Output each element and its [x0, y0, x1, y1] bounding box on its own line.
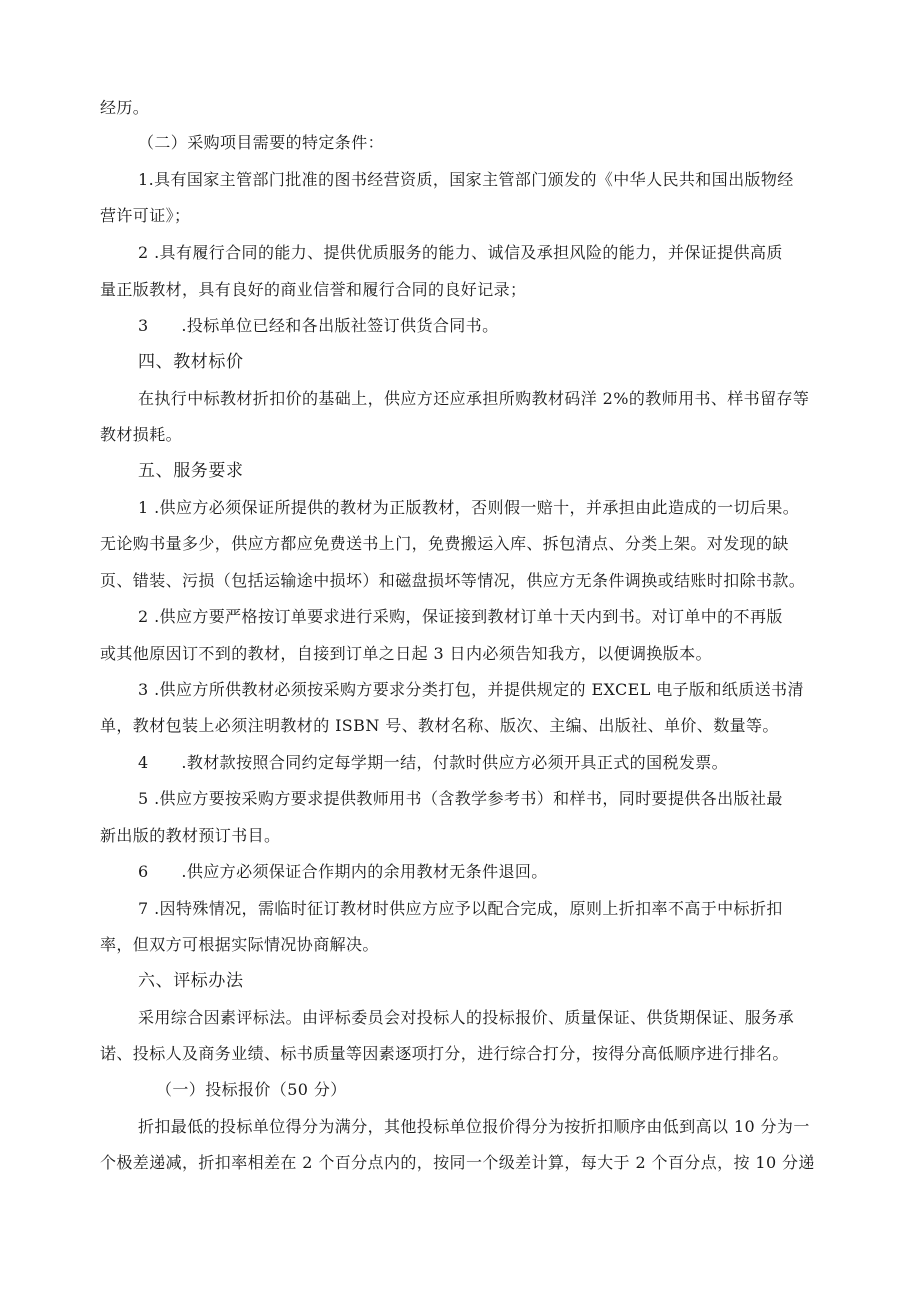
section-heading: 四、教材标价: [138, 352, 244, 372]
text-line: 个极差递减，折扣率相差在 2 个百分点内的，按同一个级差计算，每大于 2 个百分点，按 10 分递: [100, 1153, 815, 1172]
text-line: 页、错装、污损（包括运输途中损坏）和磁盘损坏等情况，供应方无条件调换或结账时扣除书款。: [100, 571, 806, 590]
text-line: 量正版教材，具有良好的商业信誉和履行合同的良好记录；: [100, 280, 527, 299]
text-line: 2 .具有履行合同的能力、提供优质服务的能力、诚信及承担风险的能力，并保证提供高质: [138, 243, 783, 262]
text-line: 1.具有国家主管部门批准的图书经营资质，国家主管部门颁发的《中华人民共和国出版物经: [138, 170, 794, 189]
section-heading: 五、服务要求: [138, 461, 244, 481]
text-line: 无论购书量多少，供应方都应免费送书上门，免费搬运入库、拆包清点、分类上架。对发现的缺: [100, 534, 789, 553]
text-line: 诺、投标人及商务业绩、标书质量等因素逐项打分，进行综合打分，按得分高低顺序进行排名。: [100, 1044, 789, 1063]
text-line: 经历。: [100, 98, 150, 117]
text-line: 新出版的教材预订书目。: [100, 826, 281, 845]
text-line: 教材损耗。: [100, 425, 183, 444]
text-line: 采用综合因素评标法。由评标委员会对投标人的投标报价、质量保证、供货期保证、服务承: [138, 1008, 795, 1027]
text-line: 7 .因特殊情况，需临时征订教材时供应方应予以配合完成，原则上折扣率不高于中标折扣: [138, 899, 783, 918]
text-line: 4 .教材款按照合同约定每学期一结，付款时供应方必须开具正式的国税发票。: [138, 753, 729, 772]
text-line: 1 .供应方必须保证所提供的教材为正版教材，否则假一赔十，并承担由此造成的一切后果。: [138, 498, 800, 517]
text-line: 5 .供应方要按采购方要求提供教师用书（含教学参考书）和样书，同时要提供各出版社最: [138, 789, 783, 808]
section-heading: 六、评标办法: [138, 971, 244, 991]
section-subheading: （一）投标报价（50 分）: [156, 1080, 347, 1099]
text-line: 营许可证》；: [100, 206, 191, 225]
text-line: 3 .投标单位已经和各出版社签订供货合同书。: [138, 316, 499, 335]
text-line: 2 .供应方要严格按订单要求进行采购，保证接到教材订单十天内到书。对订单中的不再版: [138, 607, 783, 626]
text-line: 在执行中标教材折扣价的基础上，供应方还应承担所购教材码洋 2%的教师用书、样书留存等: [138, 389, 810, 408]
text-line: 或其他原因订不到的教材，自接到订单之日起 3 日内必须告知我方，以便调换版本。: [100, 644, 712, 663]
text-line: 折扣最低的投标单位得分为满分，其他投标单位报价得分为按折扣顺序由低到高以 10 分为一: [138, 1117, 810, 1136]
text-line: 3 .供应方所供教材必须按采购方要求分类打包，并提供规定的 EXCEL 电子版和纸质送书清: [138, 680, 804, 699]
text-line: 率，但双方可根据实际情况协商解决。: [100, 935, 379, 954]
text-line: 6 .供应方必须保证合作期内的余用教材无条件退回。: [138, 862, 548, 881]
text-line: 单，教材包装上必须注明教材的 ISBN 号、教材名称、版次、主编、出版社、单价、数量等。: [100, 716, 779, 735]
section-subheading: （二）采购项目需要的特定条件：: [138, 133, 385, 152]
